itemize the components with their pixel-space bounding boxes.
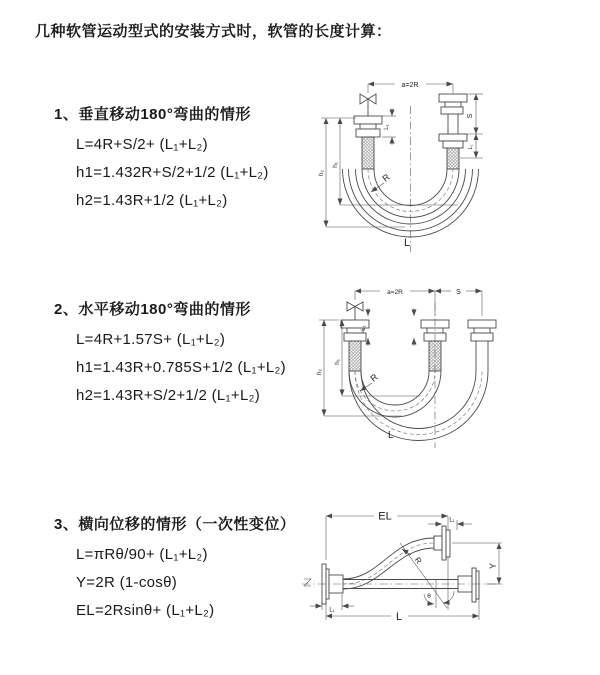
dim-l1-top-label: L₁ — [449, 517, 455, 524]
section-vertical-bend — [54, 103, 269, 215]
theta-arc-right — [443, 591, 454, 603]
diagram-horizontal-180-bend — [310, 278, 595, 462]
valve-icon — [347, 302, 363, 320]
formula-y: Y=2R (1-cosθ) — [76, 574, 178, 591]
dim-h1-label: h₁ — [334, 359, 341, 365]
dim-s-label: S — [456, 289, 461, 296]
formula-l: L=πRθ/90+ (L₁+L₂) — [76, 546, 208, 563]
section-3-heading: 3、横向位移的情形（一次性变位） — [54, 516, 296, 533]
right-pipe — [476, 341, 488, 371]
length-label: L — [388, 430, 394, 441]
section-horizontal-bend — [54, 298, 286, 410]
dim-h2-label: h₂ — [316, 368, 323, 376]
dim-l1-left-label: L₁ — [384, 124, 390, 130]
right-union-fitting — [468, 320, 496, 341]
dim-h1-label: h₁ — [332, 162, 339, 168]
dim-el-label: EL — [378, 510, 392, 523]
radius-arrow — [360, 383, 372, 391]
formula-h2: h2=1.43R+1/2 (L₁+L₂) — [76, 192, 228, 209]
left-braided-hose — [362, 137, 374, 169]
left-braided-hose — [349, 341, 361, 371]
section-2-heading: 2、水平移动180°弯曲的情形 — [54, 301, 251, 318]
section-1-formulas — [76, 131, 269, 215]
diagram-vertical-180-bend — [308, 70, 590, 262]
diagram-lateral-displacement — [296, 498, 600, 660]
right-pipe — [448, 114, 458, 134]
upper-flange — [434, 526, 450, 560]
left-union-fitting — [354, 116, 382, 137]
page-title: 几种软管运动型式的安装方式时，软管的长度计算： — [35, 23, 392, 40]
dim-h-lines — [321, 118, 458, 227]
radius-arrow — [402, 549, 411, 555]
formula-l: L=4R+S/2+ (L₁+L₂) — [76, 136, 208, 153]
right-union-fitting-top — [439, 94, 467, 114]
radius-label: R — [380, 171, 392, 184]
formula-h2: h2=1.43R+S/2+1/2 (L₁+L₂) — [76, 387, 261, 404]
hose-s-centerline — [343, 543, 434, 584]
radius-label: R — [368, 371, 380, 384]
section-2-formulas — [76, 326, 286, 410]
hose-arcs-position1 — [349, 371, 441, 417]
dim-l1-label: L₁ — [361, 325, 367, 331]
hose-s-curve — [343, 538, 434, 589]
right-flange — [458, 568, 479, 602]
dim-h2-label: h₂ — [318, 169, 325, 177]
radius-label: R — [412, 555, 424, 566]
theta-label: θ — [427, 593, 431, 600]
hose-arcs-position2 — [349, 371, 488, 441]
section-1-heading: 1、垂直移动180°弯曲的情形 — [54, 106, 251, 123]
formula-el: EL=2Rsinθ+ (L₁+L₂) — [76, 602, 215, 619]
section-lateral-displacement — [54, 513, 295, 625]
length-label: L — [404, 237, 411, 249]
dim-l1-right-label: L₁ — [468, 144, 474, 150]
formula-l: L=4R+1.57S+ (L₁+L₂) — [76, 331, 226, 348]
formula-h1: h1=1.432R+S/2+1/2 (L₁+L₂) — [76, 164, 269, 181]
section-3-formulas — [76, 541, 295, 625]
formula-h1: h1=1.43R+0.785S+1/2 (L₁+L₂) — [76, 359, 286, 376]
dim-a2r-label: a=2R — [401, 82, 419, 89]
dim-l1-bottom-label: L₁ — [329, 607, 335, 614]
dim-l-label: L — [395, 611, 403, 623]
dim-a2r-label: a=2R — [387, 289, 403, 296]
valve-icon — [360, 94, 376, 116]
right-union-fitting-bottom — [439, 134, 467, 148]
dim-a2r — [355, 291, 482, 316]
dim-y-label: Y — [488, 562, 498, 570]
radius-chord — [400, 543, 447, 608]
centerline-break-mark — [304, 579, 311, 586]
dim-s-label: S — [467, 113, 474, 119]
dim-l1-lines — [368, 308, 414, 346]
dim-l-lines — [326, 586, 479, 620]
right-braided-hose — [447, 148, 459, 169]
